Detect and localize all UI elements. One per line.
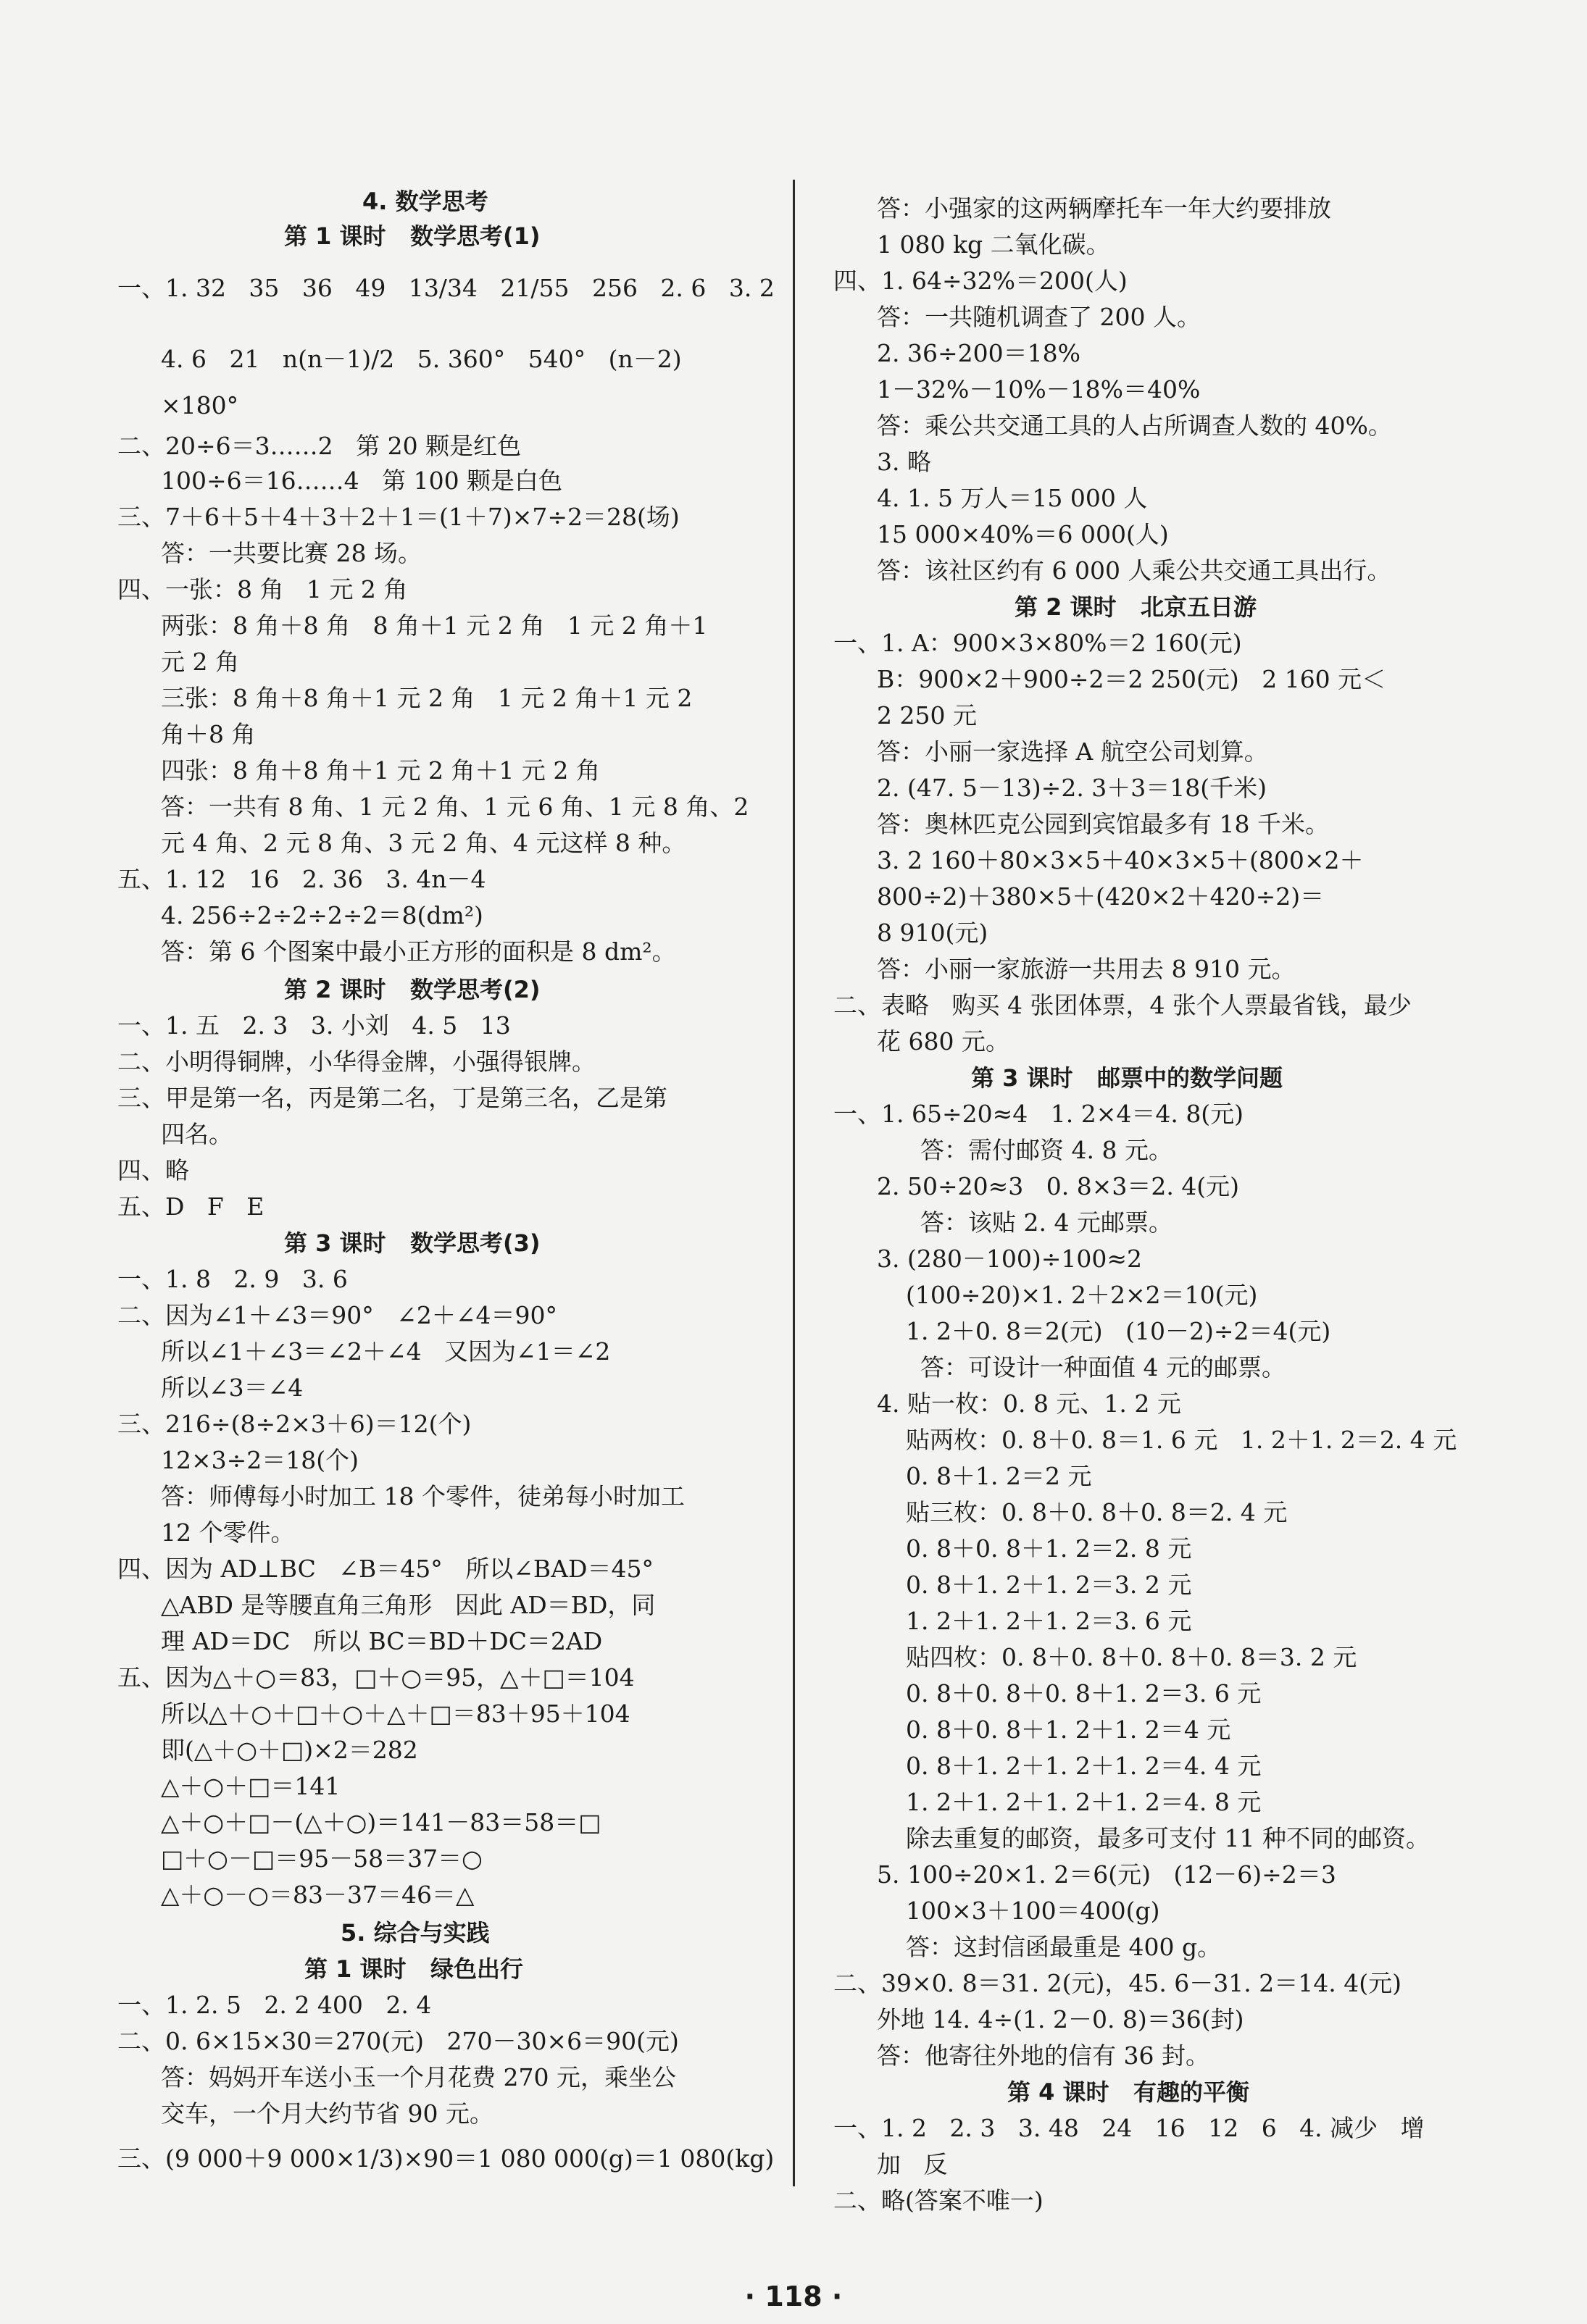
answer-line: □＋○－□＝95－58＝37＝○ xyxy=(161,1844,483,1873)
answer-line: 答：可设计一种面值 4 元的邮票。 xyxy=(920,1353,1286,1382)
answer-line: 3. 2 160＋80×3×5＋40×3×5＋(800×2＋ xyxy=(877,846,1364,874)
answer-line: 所以∠1＋∠3＝∠2＋∠4 又因为∠1＝∠2 xyxy=(161,1337,611,1366)
answer-line: 即(△＋○＋□)×2＝282 xyxy=(161,1736,418,1764)
answer-line: 四名。 xyxy=(161,1120,233,1148)
section-heading: 第 3 课时 邮票中的数学问题 xyxy=(971,1064,1283,1092)
answer-line: 12×3÷2＝18(个) xyxy=(161,1446,359,1474)
answer-line: 四、1. 64÷32%＝200(人) xyxy=(833,267,1128,295)
answer-line: 两张：8 角＋8 角 8 角＋1 元 2 角 1 元 2 角＋1 xyxy=(161,611,708,640)
answer-line: 答：一共有 8 角、1 元 2 角、1 元 6 角、1 元 8 角、2 xyxy=(161,793,749,821)
answer-line: 800÷2)＋380×5＋(420×2＋420÷2)＝ xyxy=(877,882,1325,911)
answer-line: 1 080 kg 二氧化碳。 xyxy=(877,230,1110,259)
answer-line: 一、1. 五 2. 3 3. 小刘 4. 5 13 xyxy=(117,1011,511,1040)
page-number: · 118 · xyxy=(744,2281,843,2312)
answer-line: 5. 100÷20×1. 2＝6(元) (12－6)÷2＝3 xyxy=(877,1860,1336,1889)
answer-line: 2 250 元 xyxy=(877,701,977,730)
answer-line: 0. 8＋0. 8＋1. 2＝2. 8 元 xyxy=(906,1534,1192,1563)
answer-line: △＋○＋□－(△＋○)＝141－83＝58＝□ xyxy=(161,1808,601,1836)
answer-line: 四、一张：8 角 1 元 2 角 xyxy=(117,575,408,603)
answer-line: 12 个零件。 xyxy=(161,1518,295,1547)
answer-line: 五、1. 12 16 2. 36 3. 4n－4 xyxy=(117,865,486,893)
answer-line: 二、表略 购买 4 张团体票，4 张个人票最省钱，最少 xyxy=(833,991,1412,1019)
section-heading: 5. 综合与实践 xyxy=(341,1919,490,1947)
answer-line: 4. 256÷2÷2÷2÷2＝8(dm²) xyxy=(161,901,483,929)
answer-line: 花 680 元。 xyxy=(877,1027,1009,1056)
answer-line: 答：一共要比赛 28 场。 xyxy=(161,539,422,567)
answer-line: 答：该贴 2. 4 元邮票。 xyxy=(920,1208,1172,1237)
answer-line: 理 AD＝DC 所以 BC＝BD＋DC＝2AD xyxy=(161,1627,603,1655)
section-heading: 第 1 课时 绿色出行 xyxy=(304,1955,523,1983)
answer-line: 三、甲是第一名，丙是第二名，丁是第三名，乙是第 xyxy=(117,1084,667,1112)
answer-line: △＋○＋□＝141 xyxy=(161,1772,341,1800)
section-heading: 第 1 课时 数学思考(1) xyxy=(284,222,541,250)
section-heading: 第 2 课时 数学思考(2) xyxy=(284,976,541,1003)
answer-line: 贴四枚：0. 8＋0. 8＋0. 8＋0. 8＝3. 2 元 xyxy=(906,1643,1357,1671)
answer-line: 一、1. 8 2. 9 3. 6 xyxy=(117,1265,348,1293)
answer-line: 元 2 角 xyxy=(161,648,239,676)
answer-line: 加 反 xyxy=(877,2150,948,2178)
answer-line: 二、0. 6×15×30＝270(元) 270－30×6＝90(元) xyxy=(117,2027,679,2055)
answer-line: 答：师傅每小时加工 18 个零件，徒弟每小时加工 xyxy=(161,1482,685,1510)
answer-line: 答：他寄往外地的信有 36 封。 xyxy=(877,2041,1209,2070)
answer-line: (100÷20)×1. 2＋2×2＝10(元) xyxy=(906,1281,1258,1309)
answer-line: 三、7＋6＋5＋4＋3＋2＋1＝(1＋7)×7÷2＝28(场) xyxy=(117,503,680,531)
answer-line: 0. 8＋1. 2＝2 元 xyxy=(906,1462,1092,1490)
answer-line: 3. 略 xyxy=(877,448,931,476)
answer-line: 所以△＋○＋□＋○＋△＋□＝83＋95＋104 xyxy=(161,1700,630,1728)
answer-line: 答：奥林匹克公园到宾馆最多有 18 千米。 xyxy=(877,810,1329,838)
answer-line: 二、39×0. 8＝31. 2(元)，45. 6－31. 2＝14. 4(元) xyxy=(833,1969,1401,1997)
answer-line: 2. 36÷200＝18% xyxy=(877,339,1080,367)
answer-line: 四、略 xyxy=(117,1156,189,1184)
answer-line: 五、D F E xyxy=(117,1192,264,1221)
answer-line: 100÷6＝16……4 第 100 颗是白色 xyxy=(161,467,563,495)
answer-line: 三、(9 000＋9 000×1/3)×90＝1 080 000(g)＝1 080(kg) xyxy=(117,2144,775,2173)
answer-line: 8 910(元) xyxy=(877,919,988,947)
column-divider xyxy=(793,180,795,2186)
answer-line: 二、略(答案不唯一) xyxy=(833,2186,1044,2215)
answer-line: 一、1. 65÷20≈4 1. 2×4＝4. 8(元) xyxy=(833,1100,1244,1128)
answer-line: 2. (47. 5－13)÷2. 3＋3＝18(千米) xyxy=(877,774,1267,802)
answer-line: 答：这封信函最重是 400 g。 xyxy=(906,1933,1222,1961)
answer-line: 一、1. 32 35 36 49 13/34 21/55 256 2. 6 3. 2 xyxy=(117,274,775,302)
answer-line: 100×3＋100＝400(g) xyxy=(906,1897,1160,1925)
answer-line: 答：小丽一家选择 A 航空公司划算。 xyxy=(877,737,1268,766)
answer-line: 0. 8＋0. 8＋1. 2＋1. 2＝4 元 xyxy=(906,1715,1231,1744)
answer-line: 答：一共随机调查了 200 人。 xyxy=(877,303,1201,331)
answer-line: 四张：8 角＋8 角＋1 元 2 角＋1 元 2 角 xyxy=(161,756,600,785)
answer-line: 1. 2＋1. 2＋1. 2＋1. 2＝4. 8 元 xyxy=(906,1788,1262,1816)
answer-line: 二、小明得铜牌，小华得金牌，小强得银牌。 xyxy=(117,1048,596,1076)
answer-line: 答：乘公共交通工具的人占所调查人数的 40%。 xyxy=(877,411,1392,440)
answer-line: 交车，一个月大约节省 90 元。 xyxy=(161,2099,493,2128)
answer-line: 4. 贴一枚：0. 8 元、1. 2 元 xyxy=(877,1389,1181,1418)
answer-line: 4. 1. 5 万人＝15 000 人 xyxy=(877,484,1148,512)
answer-line: 一、1. 2 2. 3 3. 48 24 16 12 6 4. 减少 增 xyxy=(833,2114,1425,2142)
answer-line: 1－32%－10%－18%＝40% xyxy=(877,375,1201,404)
answer-line: 答：第 6 个图案中最小正方形的面积是 8 dm²。 xyxy=(161,937,676,966)
answer-line: 0. 8＋0. 8＋0. 8＋1. 2＝3. 6 元 xyxy=(906,1679,1262,1708)
section-heading: 第 3 课时 数学思考(3) xyxy=(284,1229,541,1257)
answer-line: 0. 8＋1. 2＋1. 2＋1. 2＝4. 4 元 xyxy=(906,1752,1262,1780)
answer-line: 4. 6 21 n(n－1)/2 5. 360° 540° (n－2) xyxy=(161,345,682,373)
answer-line: 角＋8 角 xyxy=(161,720,256,748)
answer-line: 2. 50÷20≈3 0. 8×3＝2. 4(元) xyxy=(877,1172,1240,1200)
answer-line: 答：妈妈开车送小玉一个月花费 270 元，乘坐公 xyxy=(161,2063,676,2091)
answer-line: 所以∠3＝∠4 xyxy=(161,1374,304,1402)
answer-line: 一、1. A：900×3×80%＝2 160(元) xyxy=(833,629,1242,657)
answer-line: 3. (280－100)÷100≈2 xyxy=(877,1245,1142,1273)
answer-line: 答：小丽一家旅游一共用去 8 910 元。 xyxy=(877,955,1296,983)
answer-line: 15 000×40%＝6 000(人) xyxy=(877,520,1169,548)
answer-line: 五、因为△＋○＝83，□＋○＝95，△＋□＝104 xyxy=(117,1663,635,1692)
answer-line: 1. 2＋1. 2＋1. 2＝3. 6 元 xyxy=(906,1607,1192,1635)
answer-line: 答：该社区约有 6 000 人乘公共交通工具出行。 xyxy=(877,556,1391,585)
answer-line: 除去重复的邮资，最多可支付 11 种不同的邮资。 xyxy=(906,1824,1430,1852)
answer-line: 贴两枚：0. 8＋0. 8＝1. 6 元 1. 2＋1. 2＝2. 4 元 xyxy=(906,1426,1457,1454)
answer-line: 二、20÷6＝3……2 第 20 颗是红色 xyxy=(117,432,522,460)
answer-line: 1. 2＋0. 8＝2(元) (10－2)÷2＝4(元) xyxy=(906,1317,1331,1345)
answer-line: ×180° xyxy=(161,391,239,419)
answer-line: 答：小强家的这两辆摩托车一年大约要排放 xyxy=(877,194,1331,222)
answer-line: △ABD 是等腰直角三角形 因此 AD＝BD，同 xyxy=(161,1591,656,1619)
answer-line: 一、1. 2. 5 2. 2 400 2. 4 xyxy=(117,1991,432,2019)
answer-line: 二、因为∠1＋∠3＝90° ∠2＋∠4＝90° xyxy=(117,1301,558,1329)
section-heading: 第 2 课时 北京五日游 xyxy=(1015,593,1257,621)
section-heading: 4. 数学思考 xyxy=(362,188,488,215)
answer-line: △＋○－○＝83－37＝46＝△ xyxy=(161,1881,475,1909)
answer-line: 四、因为 AD⊥BC ∠B＝45° 所以∠BAD＝45° xyxy=(117,1555,654,1583)
answer-line: 外地 14. 4÷(1. 2－0. 8)＝36(封) xyxy=(877,2005,1244,2034)
answer-line: 三张：8 角＋8 角＋1 元 2 角 1 元 2 角＋1 元 2 xyxy=(161,684,693,712)
answer-line: 三、216÷(8÷2×3＋6)＝12(个) xyxy=(117,1410,472,1438)
answer-line: 0. 8＋1. 2＋1. 2＝3. 2 元 xyxy=(906,1571,1192,1599)
answer-line: B：900×2＋900÷2＝2 250(元) 2 160 元＜ xyxy=(877,665,1386,693)
answer-line: 元 4 角、2 元 8 角、3 元 2 角、4 元这样 8 种。 xyxy=(161,829,686,857)
answer-line: 答：需付邮资 4. 8 元。 xyxy=(920,1136,1172,1164)
section-heading: 第 4 课时 有趣的平衡 xyxy=(1007,2078,1249,2106)
answer-line: 贴三枚：0. 8＋0. 8＋0. 8＝2. 4 元 xyxy=(906,1498,1288,1526)
